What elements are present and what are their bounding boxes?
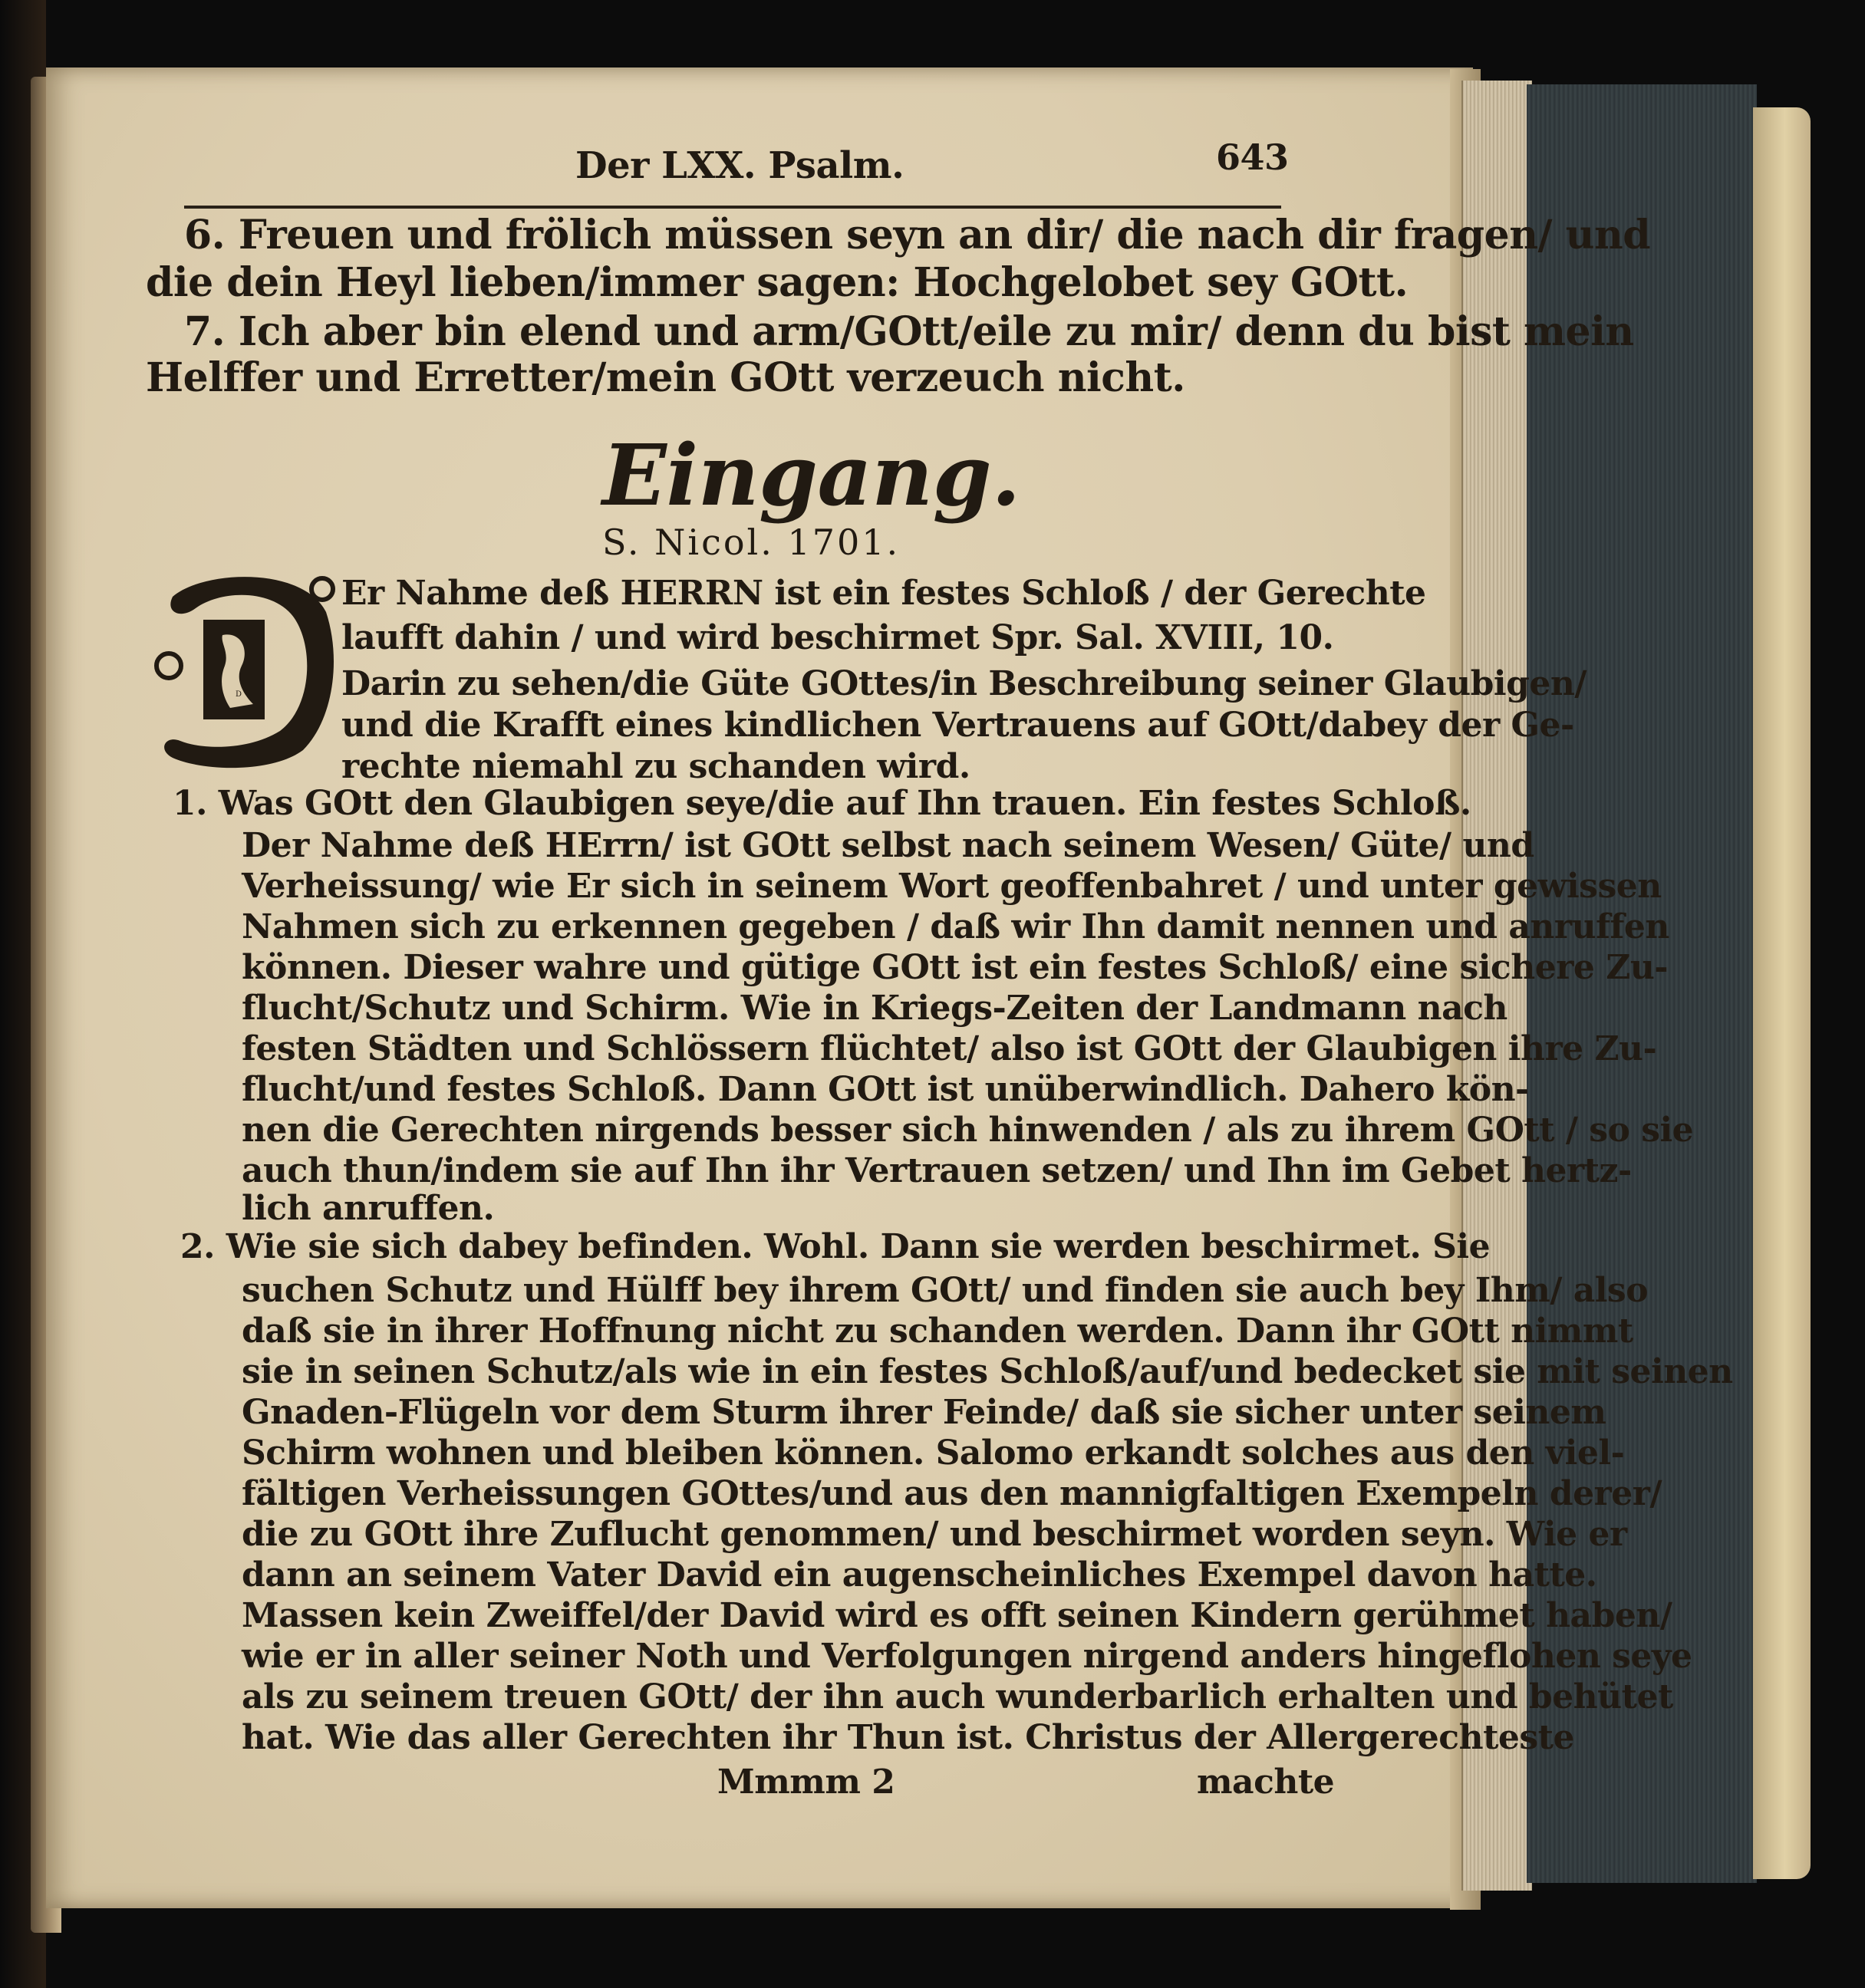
body-line: Schirm wohnen und bleiben können. Salomo erkandt solches aus den viel- <box>242 1433 1625 1473</box>
body-line: Nahmen sich zu erkennen gegeben / daß wir Ihn damit nennen und anruffen <box>242 907 1669 946</box>
section-heading: Eingang. <box>602 426 1020 525</box>
body-line: flucht/Schutz und Schirm. Wie in Kriegs-Zeiten der Landmann nach <box>242 989 1507 1028</box>
body-line: auch thun/indem sie auf Ihn ihr Vertrauen setzen/ und Ihn im Gebet hertz- <box>242 1151 1632 1190</box>
body-line: hat. Wie das aller Gerechten ihr Thun ist. Christus der Allergerechteste <box>242 1718 1574 1757</box>
body-line: Der Nahme deß HErrn/ ist GOtt selbst nach seinem Wesen/ Güte/ und <box>242 826 1534 865</box>
section-source: S. Nicol. 1701. <box>602 522 901 563</box>
body-line: als zu seinem treuen GOtt/ der ihn auch wunderbarlich erhalten und behütet <box>242 1677 1673 1716</box>
body-line: und die Krafft eines kindlichen Vertrauens auf GOtt/dabey der Ge- <box>341 706 1574 745</box>
body-line: lich anruffen. <box>242 1189 495 1228</box>
body-line: können. Dieser wahre und gütige GOtt ist ein festes Schloß/ eine sichere Zu- <box>242 948 1669 987</box>
body-line: suchen Schutz und Hülff bey ihrem GOtt/ und finden sie auch bey Ihm/ also <box>242 1271 1649 1310</box>
header-rule <box>184 206 1281 209</box>
body-line: Gnaden-Flügeln vor dem Sturm ihrer Feinde/ daß sie sicher unter seinem <box>242 1393 1606 1432</box>
body-line: wie er in aller seiner Noth und Verfolgungen nirgend anders hingeflohen seye <box>242 1637 1692 1676</box>
body-line: dann an seinem Vater David ein augenscheinliches Exempel davon hatte. <box>242 1555 1597 1595</box>
ornamental-initial <box>150 566 341 775</box>
running-header: Der LXX. Psalm. <box>575 144 904 187</box>
body-line: Verheissung/ wie Er sich in seinem Wort geoffenbahret / und unter gewissen <box>242 867 1662 906</box>
body-line: sie in seinen Schutz/als wie in ein festes Schloß/auf/und bedecket sie mit seinen <box>242 1352 1733 1391</box>
body-line: die zu GOtt ihre Zuflucht genommen/ und beschirmet worden seyn. Wie er <box>242 1515 1627 1554</box>
verse-line: 6. Freuen und frölich müssen seyn an dir/ die nach dir fragen/ und <box>184 212 1651 258</box>
body-line: Er Nahme deß HERRN ist ein festes Schloß / der Gerechte <box>341 574 1426 613</box>
body-line: daß sie in ihrer Hoffnung nicht zu schanden werden. Dann ihr GOtt nimmt <box>242 1312 1633 1351</box>
body-line: Massen kein Zweiffel/der David wird es offt seinen Kindern gerühmet haben/ <box>242 1596 1672 1635</box>
body-line: 2. Wie sie sich dabey befinden. Wohl. Dann sie werden beschirmet. Sie <box>180 1227 1491 1266</box>
page-number: 643 <box>1216 137 1289 178</box>
verse-line: die dein Heyl lieben/immer sagen: Hochgelobet sey GOtt. <box>146 259 1409 306</box>
body-line: flucht/und festes Schloß. Dann GOtt ist unüberwindlich. Dahero kön- <box>242 1070 1529 1109</box>
verse-line: 7. Ich aber bin elend und arm/GOtt/eile zu mir/ denn du bist mein <box>184 308 1634 355</box>
body-line: fältigen Verheissungen GOttes/und aus den mannigfaltigen Exempeln derer/ <box>242 1474 1662 1513</box>
body-line: nen die Gerechten nirgends besser sich hinwenden / als zu ihrem GOtt / so sie <box>242 1111 1694 1150</box>
signature-mark: Mmmm 2 <box>717 1763 895 1802</box>
body-line: rechte niemahl zu schanden wird. <box>341 747 970 786</box>
body-line: 1. Was GOtt den Glaubigen seye/die auf Ihn trauen. Ein festes Schloß. <box>173 784 1471 823</box>
verse-line: Helffer und Erretter/mein GOtt verzeuch nicht. <box>146 354 1185 401</box>
catchword: machte <box>1197 1763 1335 1802</box>
body-line: Darin zu sehen/die Güte GOttes/in Beschreibung seiner Glaubigen/ <box>341 664 1587 703</box>
drop-cap-letter: D <box>236 690 242 699</box>
body-line: laufft dahin / und wird beschirmet Spr. Sal. XVIII, 10. <box>341 618 1334 657</box>
body-line: festen Städten und Schlössern flüchtet/ also ist GOtt der Glaubigen ihre Zu- <box>242 1029 1657 1068</box>
book-cover <box>1753 107 1811 1879</box>
